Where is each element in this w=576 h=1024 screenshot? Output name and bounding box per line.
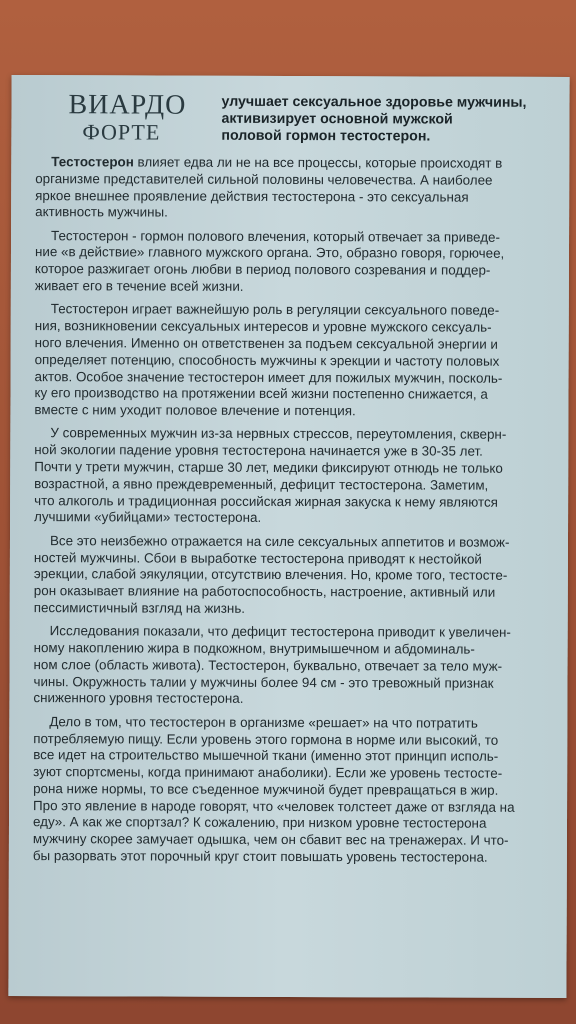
line-text: живает его в течение всей жизни.	[34, 278, 244, 294]
paragraph-line	[34, 426, 564, 445]
line-text: ном слое (область живота). Тестостерон, буквально, отвечает за тело муж-	[33, 656, 503, 674]
line-text: эрекции, слабой эякуляции, отсутствию влечения. Но, кроме того, тестосте-	[33, 566, 508, 584]
paragraph-line	[34, 623, 564, 642]
article-body	[33, 154, 566, 873]
line-text: чины. Окружность талии у мужчины более 94 см - это тревожный признак	[33, 673, 494, 691]
line-text: ку его производство на протяжении всей жизни постепенно снижается, а	[34, 385, 488, 403]
paragraph-line	[35, 188, 565, 207]
article-paragraph	[34, 533, 564, 619]
paragraph-line	[34, 583, 564, 602]
article-paragraph	[35, 154, 565, 223]
line-text: пессимистичный взгляд на жизнь.	[33, 600, 246, 616]
paragraph-line	[35, 335, 565, 354]
line-text: еду». А как же спортзал? К сожалению, при низком уровне тестостерона	[32, 814, 487, 832]
paragraph-line	[34, 566, 564, 585]
line-text: Тестостерон играет важнейшую роль в регуляции сексуального поведе-	[50, 301, 500, 319]
paragraph-line	[33, 691, 563, 710]
tagline-line: половой гормон тестостерон.	[221, 127, 431, 145]
line-text: все идет на строительство мышечной ткани (именно этот принцип исполь-	[33, 747, 499, 765]
brand-name-line2: ФОРТЕ	[82, 119, 161, 145]
line-text: ного влечения. Именно он ответственен за подъем сексуальной энергии и	[34, 335, 498, 352]
paragraph-line	[34, 533, 564, 552]
paragraph-line	[34, 657, 564, 676]
line-text: Почти у трети мужчин, старше 30 лет, медики фиксируют отнюдь не только	[34, 459, 503, 476]
paragraph-line	[33, 848, 563, 867]
lead-term: Тестостерон	[51, 154, 134, 170]
line-text: влияет едва ли не на все процессы, которые происходят в	[133, 154, 503, 171]
paragraph-line	[34, 459, 564, 478]
line-text: актов. Особое значение тестостерон имеет для пожилых мужчин, посколь-	[34, 368, 503, 386]
line-text: определяет потенцию, способность мужчины к эрекции и частоту половых	[34, 351, 500, 369]
leaflet-page	[8, 75, 569, 998]
paragraph-line	[35, 228, 565, 247]
line-text: что алкоголь и традиционная российская жирная закуска к нему являются	[34, 492, 498, 510]
paragraph-line	[33, 815, 563, 834]
paragraph-line	[34, 600, 564, 619]
paragraph-line	[33, 798, 563, 817]
line-text: рона ниже нормы, то все съеденное мужчиной будет превращаться в жир.	[33, 780, 499, 798]
paragraph-line	[34, 402, 564, 421]
line-text: ния, возникновении сексуальных интересов и уровне мужского сексуаль-	[34, 318, 492, 335]
paragraph-line	[35, 261, 565, 280]
paragraph-line	[33, 747, 563, 766]
paragraph-line	[33, 764, 563, 783]
line-text: активность мужчины.	[35, 204, 168, 220]
paragraph-line	[35, 205, 565, 224]
line-text: ной экологии падение уровня тестостерона начинается уже в 30-35 лет.	[34, 442, 483, 459]
line-text: Исследования показали, что дефицит тестостерона приводит к увеличен-	[49, 623, 511, 640]
line-text: яркое внешнее проявление действия тестостерона - это сексуальная	[35, 187, 469, 205]
paragraph-line	[35, 301, 565, 320]
line-text: зуют спортсмены, когда принимают анаболики). Если же уровень тестосте-	[33, 764, 503, 781]
paragraph-line	[35, 245, 565, 264]
line-text: Про это явление в народе говорят, что «человек толстеет даже от взгляда на	[33, 797, 515, 815]
paragraph-line	[33, 831, 563, 850]
line-text: вместе с ним уходит половое влечение и потенция.	[34, 402, 356, 419]
article-paragraph	[34, 426, 564, 529]
paragraph-line	[34, 476, 564, 495]
paragraph-line	[35, 369, 565, 388]
paragraph-line	[34, 442, 564, 461]
tagline-line: улучшает сексуальное здоровье мужчины,	[221, 93, 527, 111]
paragraph-line	[35, 171, 565, 190]
line-text: Дело в том, что тестостерон в организме «решает» на что потратить	[49, 713, 478, 731]
line-text: Тестостерон - гормон полового влечения, который отвечает за приведе-	[51, 227, 500, 245]
paragraph-line	[35, 154, 565, 173]
paragraph-line	[35, 318, 565, 337]
line-text: ние «в действие» главного мужского органа. Это, образно говоря, горючее,	[34, 244, 505, 262]
tagline	[221, 94, 566, 146]
line-text: лучшими «убийцами» тестостерона.	[34, 509, 262, 526]
article-paragraph	[34, 301, 564, 420]
article-paragraph	[35, 228, 565, 297]
paragraph-line	[33, 781, 563, 800]
paragraph-line	[33, 714, 563, 733]
paragraph-line	[33, 674, 563, 693]
paragraph-line	[34, 510, 564, 529]
line-text: Все это неизбежно отражается на силе сексуальных аппетитов и возмож-	[49, 532, 510, 550]
line-text: потребляемую пищу. Если уровень этого гормона в норме или высокий, то	[33, 730, 499, 748]
brand-logo	[68, 89, 218, 150]
article-paragraph	[33, 714, 564, 867]
line-text: возрастной, а явно преждевременный, дефицит тестостерона. Заметим,	[34, 475, 489, 493]
paragraph-line	[33, 731, 563, 750]
paragraph-line	[35, 352, 565, 371]
paragraph-line	[35, 278, 565, 297]
line-text: бы разорвать этот порочный круг стоит повышать уровень тестостерона.	[32, 848, 488, 865]
paragraph-line	[34, 385, 564, 404]
line-text: У современных мужчин из-за нервных стрессов, переутомления, скверн-	[50, 425, 507, 443]
paragraph-line	[34, 640, 564, 659]
paragraph-line	[34, 493, 564, 512]
line-text: рон оказывает влияние на работоспособность, настроение, активный или	[33, 583, 496, 600]
line-text: мужчину скорее замучает одышка, чем он сбавит вес на тренажерах. И что-	[32, 831, 509, 849]
line-text: ному накоплению жира в подкожном, внутримышечном и абдоминаль-	[33, 640, 475, 657]
paragraph-line	[34, 550, 564, 569]
line-text: которое разжигает огонь любви в период полового созревания и поддер-	[34, 261, 491, 278]
tagline-line: активизирует основной мужской	[221, 110, 453, 128]
brand-name-line1: ВИАРДО	[68, 89, 187, 121]
line-text: организме представителей сильной половины человечества. А наиболее	[35, 170, 493, 188]
article-paragraph	[33, 623, 563, 709]
line-text: ностей мужчины. Сбои в выработке тестостерона приводят к нестойкой	[33, 549, 482, 567]
line-text: сниженного уровня тестостерона.	[33, 690, 244, 707]
